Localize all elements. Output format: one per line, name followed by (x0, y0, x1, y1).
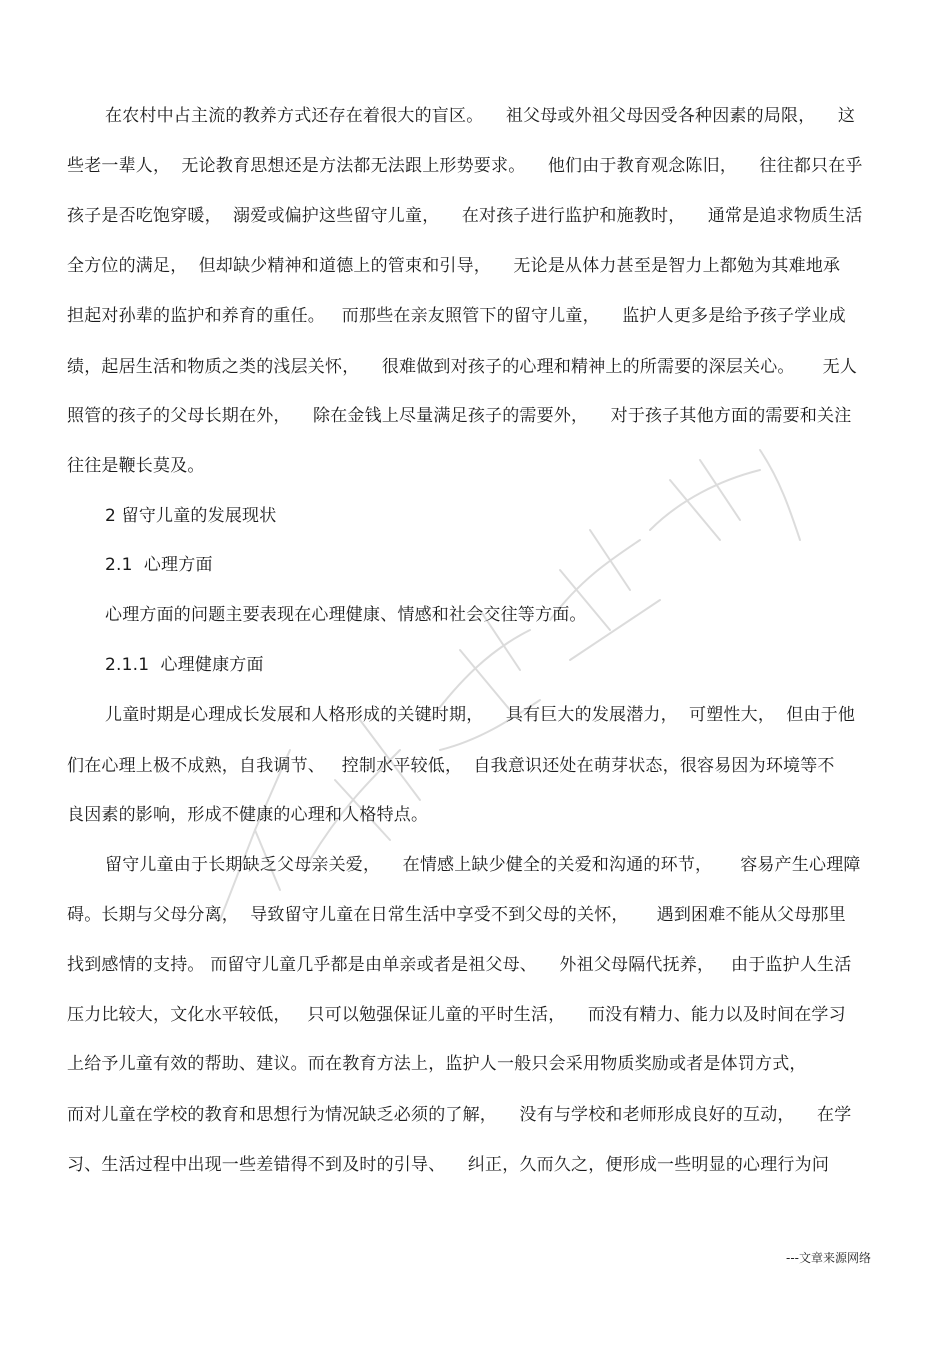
section-heading: 2 留守儿童的发展现状 (105, 506, 277, 526)
subsection-heading: 2.1 心理方面 (105, 555, 213, 575)
paragraph-line-20: 上给予儿童有效的帮助、建议。而在教育方法上，监护人一般只会采用物质奖励或者是体罚方式， (67, 1054, 807, 1074)
paragraph-line-13: 儿童时期是心理成长发展和人格形成的关键时期， 具有巨大的发展潜力， 可塑性大， 但由于他 (105, 705, 856, 725)
paragraph-line-4: 全方位的满足， 但却缺少精神和道德上的管束和引导， 无论是从体力甚至是智力上都勉为其难地承 (67, 256, 841, 276)
paragraph-line-6: 绩，起居生活和物质之类的浅层关怀， 很难做到对孩子的心理和精神上的所需要的深层关心。 无人 (67, 357, 858, 377)
paragraph-line-17: 碍。长期与父母分离， 导致留守儿童在日常生活中享受不到父母的关怀， 遇到困难不能从父母那里 (67, 905, 846, 925)
paragraph-line-19: 压力比较大，文化水平较低， 只可以勉强保证儿童的平时生活， 而没有精力、能力以及时间在学习 (67, 1005, 846, 1025)
subsubsection-heading: 2.1.1 心理健康方面 (105, 655, 264, 675)
paragraph-line-16: 留守儿童由于长期缺乏父母亲关爱， 在情感上缺少健全的关爱和沟通的环节， 容易产生心理障 (105, 855, 861, 875)
source-footer: ---文章来源网络 (786, 1251, 871, 1265)
paragraph-line-15: 良因素的影响，形成不健康的心理和人格特点。 (67, 805, 429, 825)
paragraph-line-2: 些老一辈人， 无论教育思想还是方法都无法跟上形势要求。 他们由于教育观念陈旧， 往往都只在乎 (67, 156, 863, 176)
paragraph-line-21: 而对儿童在学校的教育和思想行为情况缺乏必须的了解， 没有与学校和老师形成良好的互动， 在学 (67, 1105, 852, 1125)
paragraph-line-11: 心理方面的问题主要表现在心理健康、情感和社会交往等方面。 (105, 605, 587, 625)
paragraph-line-1: 在农村中占主流的教养方式还存在着很大的盲区。 祖父母或外祖父母因受各种因素的局限， 这 (105, 106, 856, 126)
paragraph-line-22: 习、生活过程中出现一些差错得不到及时的引导、 纠正，久而久之，便形成一些明显的心理行为问 (67, 1155, 830, 1175)
paragraph-line-7: 照管的孩子的父母长期在外， 除在金钱上尽量满足孩子的需要外， 对于孩子其他方面的需要和关注 (67, 406, 852, 426)
paragraph-line-3: 孩子是否吃饱穿暖， 溺爱或偏护这些留守儿童， 在对孩子进行监护和施教时， 通常是追求物质生活 (67, 206, 863, 226)
paragraph-line-5: 担起对孙辈的监护和养育的重任。 而那些在亲友照管下的留守儿童， 监护人更多是给予孩子学业成 (67, 306, 846, 326)
paragraph-line-14: 们在心理上极不成熟，自我调节、 控制水平较低， 自我意识还处在萌芽状态，很容易因为环境等不 (67, 756, 835, 776)
paragraph-line-8: 往往是鞭长莫及。 (67, 456, 205, 476)
paragraph-line-18: 找到感情的支持。 而留守儿童几乎都是由单亲或者是祖父母、 外祖父母隔代抚养， 由于监护人生活 (67, 955, 852, 975)
